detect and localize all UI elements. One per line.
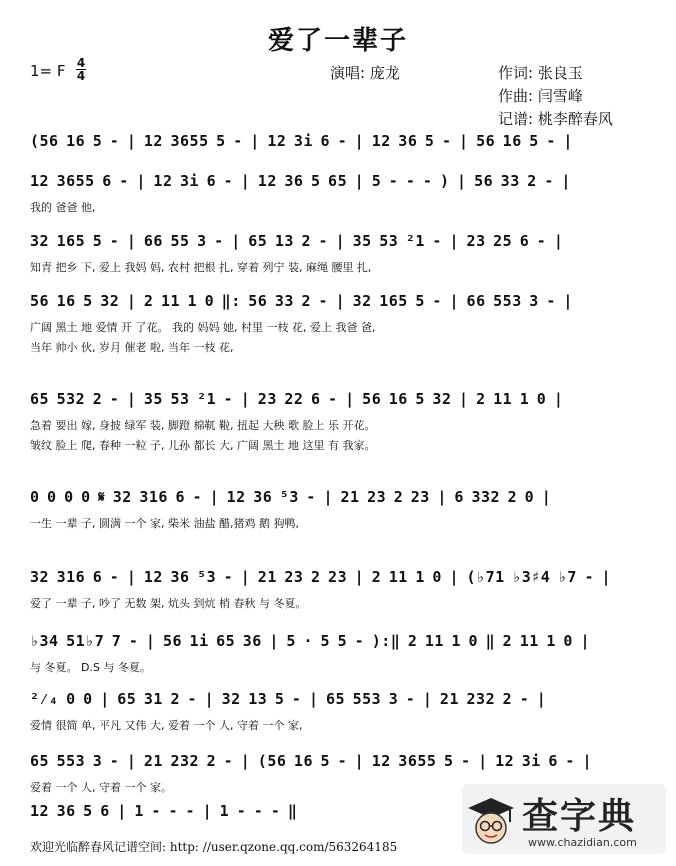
lyric-line-second-verse: 当年 帅小 伙, 岁月 催老 啦, 当年 一枝 花, bbox=[30, 341, 234, 354]
notation-row: 12 36 5 6 | 1 - - - | 1 - - - ‖ bbox=[30, 802, 298, 820]
lyric-line: 广阔 黑土 地 爱情 开 了花。 我的 妈妈 她, 村里 一枝 花, 爱上 我爸 爸, bbox=[30, 321, 376, 334]
watermark-mascot-icon bbox=[466, 794, 516, 846]
notation-row: 65 553 3 - | 21 232 2 - | (56 16 5 - | 12 3655 5 - | 12 3i 6 - | bbox=[30, 752, 592, 770]
lyric-line: 爱情 很简 单, 平凡 又伟 大, 爱着 一个 人, 守着 一个 家, bbox=[30, 719, 303, 732]
watermark-url: www.chazidian.com bbox=[528, 836, 637, 849]
lyric-line: 我的 爸爸 他, bbox=[30, 201, 96, 214]
notation-row: ²⁄₄ 0 0 | 65 31 2 - | 32 13 5 - | 65 553 3 - | 21 232 2 - | bbox=[30, 690, 547, 708]
composer-credit: 作曲: 闫雪峰 bbox=[498, 87, 583, 105]
notation-row: 32 316 6 - | 12 36 ⁵3 - | 21 23 2 23 | 2 11 1 0 | (♭71 ♭3♯4 ♭7 - | bbox=[30, 568, 612, 586]
meter-bottom: 4 bbox=[76, 69, 86, 83]
watermark-logo-text: 查字典 bbox=[522, 795, 637, 837]
notation-row: (56 16 5 - | 12 3655 5 - | 12 3i 6 - | 12 36 5 - | 56 16 5 - | bbox=[30, 132, 573, 150]
notation-row: 12 3655 6 - | 12 3i 6 - | 12 36 5 65 | 5 - - - ) | 56 33 2 - | bbox=[30, 172, 571, 190]
key-signature: 1= F bbox=[30, 62, 66, 80]
notation-row: 65 532 2 - | 35 53 ²1 - | 23 22 6 - | 56 16 5 32 | 2 11 1 0 | bbox=[30, 390, 564, 408]
lyric-line: 急着 要出 嫁, 身披 绿军 装, 脚蹬 棉靰 鞡, 扭起 大秧 歌 脸上 乐 开花。 bbox=[30, 419, 376, 432]
transcriber-credit: 记谱: 桃李醉春风 bbox=[498, 110, 613, 128]
lyric-line: 爱了 一辈 子, 吵了 无数 架, 炕头 到炕 梢 春秋 与 冬夏。 bbox=[30, 597, 307, 610]
notation-row: 32 165 5 - | 66 55 3 - | 65 13 2 - | 35 53 ²1 - | 23 25 6 - | bbox=[30, 232, 564, 250]
footer-link-text: 欢迎光临醉春风记谱空间: http: //user.qzone.qq.com/563264185 bbox=[30, 840, 398, 854]
notation-row: 0 0 0 0 𝄋 32 316 6 - | 12 36 ⁵3 - | 21 23 2 23 | 6 332 2 0 | bbox=[30, 488, 552, 506]
lyric-line: 知青 把乡 下, 爱上 我妈 妈, 农村 把根 扎, 穿着 列宁 装, 麻绳 腰里 扎, bbox=[30, 261, 372, 274]
lyricist-credit: 作词: 张良玉 bbox=[498, 64, 583, 82]
lyric-line-second-verse: 皱纹 脸上 爬, 春种 一粒 子, 儿孙 都长 大, 广阔 黑土 地 这里 有 我家。 bbox=[30, 439, 376, 452]
lyric-line: 一生 一辈 子, 圆满 一个 家, 柴米 油盐 醋,猪鸡 鹅 狗鸭, bbox=[30, 517, 299, 530]
lyric-line: 爱着 一个 人, 守着 一个 家。 bbox=[30, 781, 172, 794]
lyric-line: 与 冬夏。 D.S 与 冬夏。 bbox=[30, 661, 151, 674]
notation-row: ♭34 51♭7 7 - | 56 1i 65 36 | 5 · 5 5 - ):‖ 2 11 1 0 ‖ 2 11 1 0 | bbox=[30, 632, 590, 650]
time-signature bbox=[76, 57, 86, 82]
meter-top: 4 bbox=[76, 56, 86, 70]
notation-row: 56 16 5 32 | 2 11 1 0 ‖: 56 33 2 - | 32 165 5 - | 66 553 3 - | bbox=[30, 292, 573, 310]
singer-credit: 演唱: 庞龙 bbox=[330, 64, 400, 82]
song-title: 爱了一辈子 bbox=[267, 26, 408, 56]
